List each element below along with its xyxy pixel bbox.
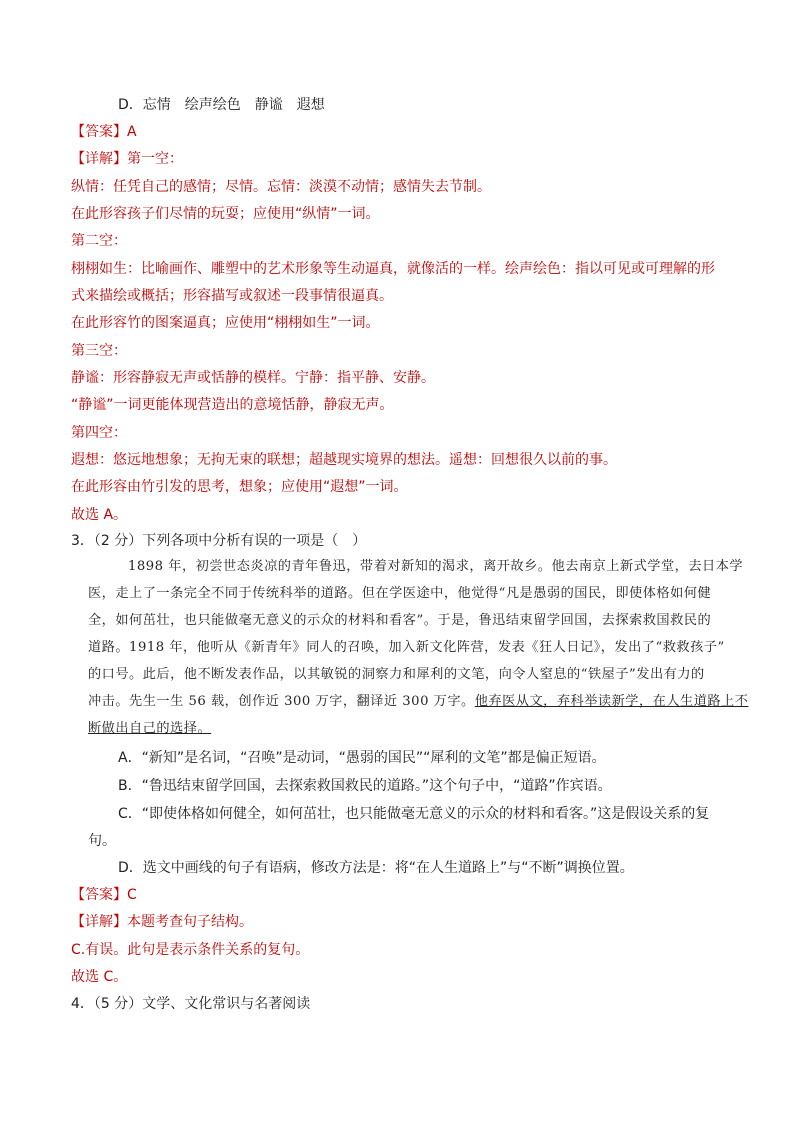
- underlined-sentence-part-1: 他弃医从文，弃科举读新学，在人生道路上不: [474, 694, 749, 709]
- passage-line: 的口号。此后，他不断发表作品，以其敏锐的洞察力和犀利的文笔，向令人窒息的“铁屋子”发出有力的: [88, 667, 705, 682]
- q4-stem: 4．（5 分）文学、文化常识与名著阅读: [71, 996, 311, 1012]
- q3-option-d: D．选文中画线的句子有语病，修改方法是：将“在人生道路上”与“不断”调换位置。: [118, 860, 634, 876]
- q3-detail-line-1: C.有误。此句是表示条件关系的复句。: [71, 942, 310, 958]
- q2-option-d: D．忘情 绘声绘色 静谧 遐想: [118, 97, 325, 113]
- passage-text: 冲击。先生一生 56 载，创作近 300 万字，翻译近 300 万字。: [88, 694, 475, 709]
- q2-detail-line-12: 在此形容由竹引发的思考，想象；应使用“遐想”一词。: [71, 479, 408, 495]
- q3-option-c-cont: 句。: [88, 833, 116, 849]
- answer-label: 【答案】: [71, 887, 127, 903]
- detail-label: 【详解】: [71, 151, 127, 167]
- q3-option-b: B．“鲁迅结束留学回国，去探索救国救民的道路。”这个句子中，“道路”作宾语。: [118, 778, 612, 794]
- detail-label: 【详解】: [71, 914, 127, 930]
- q2-detail: [71, 150, 183, 168]
- passage-line: 医，走上了一条完全不同于传统科举的道路。但在学医途中，他觉得“凡是愚弱的国民，即使体格如何健: [88, 586, 712, 601]
- passage-line: 1898 年，初尝世态炎凉的青年鲁迅，带着对新知的渴求，离开故乡。他去南京上新式学堂，去日本学: [128, 559, 744, 574]
- q3-answer: [71, 886, 137, 904]
- q3-conclusion: 故选 C。: [71, 969, 128, 985]
- q2-detail-line-3: 第二空：: [71, 233, 127, 249]
- detail-text: 本题考查句子结构。: [127, 914, 253, 930]
- q2-detail-line-6: 在此形容竹的图案逼真；应使用“栩栩如生”一词。: [71, 315, 380, 331]
- q2-detail-line-2: 在此形容孩子们尽情的玩耍；应使用“纵情”一词。: [71, 206, 380, 222]
- q3-passage: [88, 558, 749, 748]
- answer-value: C: [127, 887, 137, 903]
- underlined-sentence-part-2: 断做出自己的选择。: [88, 721, 212, 736]
- q2-detail-line-1: 纵情：任凭自己的感情；尽情。忘情：淡漠不动情；感情失去节制。: [71, 179, 491, 195]
- passage-line-7: [88, 720, 211, 738]
- q2-detail-line-5: 式来描绘或概括；形容描写或叙述一段事情很逼真。: [71, 288, 393, 304]
- answer-value: A: [127, 124, 137, 140]
- q2-detail-line-9: “静谧”一词更能体现营造出的意境恬静，静寂无声。: [71, 397, 394, 413]
- q2-detail-line-4: 栩栩如生：比喻画作、雕塑中的艺术形象等生动逼真，就像活的一样。绘声绘色：指以可见或可理解的形: [71, 261, 715, 277]
- detail-first: 第一空：: [127, 151, 183, 167]
- answer-label: 【答案】: [71, 124, 127, 140]
- q3-stem: 3．（2 分）下列各项中分析有误的一项是（ ）: [71, 533, 367, 549]
- q2-answer: [71, 123, 137, 141]
- q3-detail: [71, 913, 253, 931]
- q2-conclusion: 故选 A。: [71, 507, 128, 523]
- q3-option-c: C．“即使体格如何健全，如何茁壮，也只能做毫无意义的示众的材料和看客。”这是假设关系的复: [118, 806, 710, 822]
- q2-detail-line-10: 第四空：: [71, 425, 127, 441]
- passage-line-6: [88, 693, 748, 711]
- passage-line: 道路。1918 年，他听从《新青年》同人的召唤，加入新文化阵营，发表《狂人日记》，发出了“救救孩子”: [88, 640, 725, 655]
- q2-detail-line-11: 遐想：悠远地想象；无拘无束的联想；超越现实境界的想法。遥想：回想很久以前的事。: [71, 452, 617, 468]
- q2-detail-line-7: 第三空：: [71, 343, 127, 359]
- q3-option-a: A．“新知”是名词，“召唤”是动词，“愚弱的国民”“犀利的文笔”都是偏正短语。: [118, 750, 606, 766]
- q2-detail-line-8: 静谧：形容静寂无声或恬静的模样。宁静：指平静、安静。: [71, 370, 435, 386]
- passage-line: 全，如何茁壮，也只能做毫无意义的示众的材料和看客”。于是，鲁迅结束留学回国，去探索救国救民的: [88, 613, 712, 628]
